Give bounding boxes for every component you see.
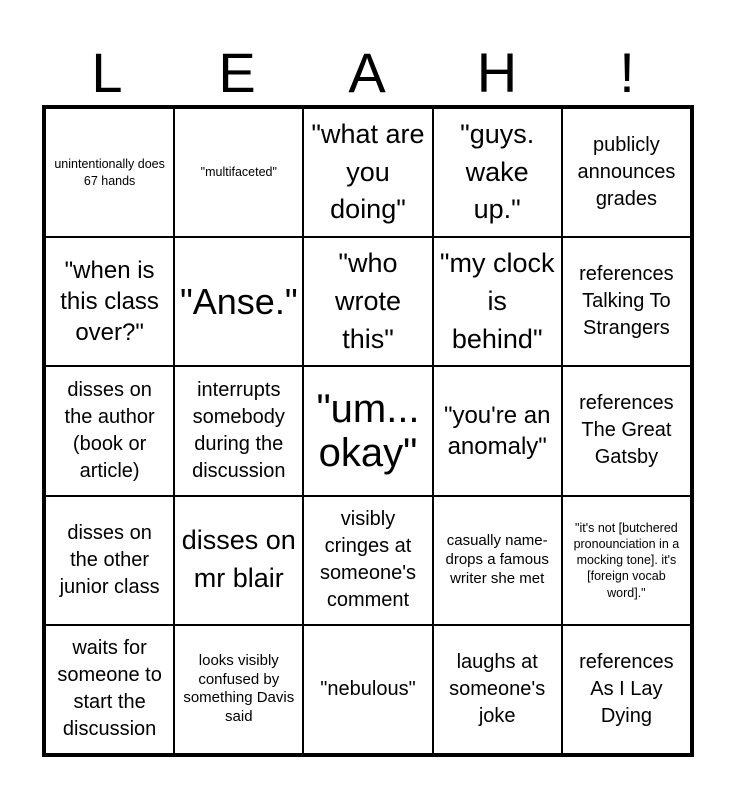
- bingo-cell[interactable]: [433, 108, 562, 237]
- bingo-cell[interactable]: [303, 108, 432, 237]
- bingo-cell[interactable]: [562, 108, 691, 237]
- cell-text: interrupts somebody during the discussion: [192, 378, 286, 482]
- bingo-cell[interactable]: [562, 237, 691, 366]
- cell-text: publicly announces grades: [577, 134, 676, 211]
- title-letter-l: L: [91, 41, 123, 104]
- bingo-cell[interactable]: [562, 496, 691, 625]
- bingo-cell[interactable]: [45, 625, 174, 754]
- cell-text: looks visibly confused by something Davis said: [183, 651, 295, 726]
- bingo-cell[interactable]: [174, 108, 303, 237]
- cell-text: casually name-drops a famous writer she met: [445, 532, 549, 587]
- bingo-cell[interactable]: [174, 625, 303, 754]
- bingo-cell[interactable]: [433, 496, 562, 625]
- cell-text: unintentionally does 67 hands: [54, 157, 165, 188]
- cell-text: "it's not [butchered pronounciation in a mocking tone]. it's [foreign vocab word].": [573, 520, 680, 600]
- bingo-grid: [42, 105, 694, 757]
- bingo-title: [42, 42, 694, 104]
- cell-text: disses on the author (book or article): [64, 378, 155, 482]
- bingo-cell[interactable]: [45, 237, 174, 366]
- cell-text: "multifaceted": [200, 165, 277, 180]
- bingo-cell[interactable]: [45, 366, 174, 495]
- cell-text: references The Great Gatsby: [579, 392, 674, 469]
- cell-text: "what are you doing": [311, 118, 425, 225]
- cell-text: disses on mr blair: [181, 525, 296, 594]
- cell-text: "um... okay": [316, 386, 420, 475]
- bingo-cell[interactable]: [303, 625, 432, 754]
- bingo-cell[interactable]: [303, 237, 432, 366]
- bingo-cell[interactable]: [174, 237, 303, 366]
- bingo-cell[interactable]: [303, 496, 432, 625]
- bingo-cell[interactable]: [433, 366, 562, 495]
- bingo-cell[interactable]: [303, 366, 432, 495]
- cell-text: laughs at someone's joke: [449, 650, 546, 727]
- cell-text: waits for someone to start the discussion: [57, 637, 162, 741]
- bingo-cell[interactable]: [174, 366, 303, 495]
- title-letter-h: H: [476, 41, 518, 104]
- bingo-cell[interactable]: [45, 496, 174, 625]
- cell-text: "you're an anomaly": [443, 401, 551, 460]
- cell-text: visibly cringes at someone's comment: [319, 508, 417, 612]
- cell-text: "guys. wake up.": [460, 118, 535, 225]
- bingo-cell[interactable]: [45, 108, 174, 237]
- cell-text: "when is this class over?": [60, 257, 159, 347]
- title-letter-e: E: [218, 41, 256, 104]
- bingo-cell[interactable]: [433, 237, 562, 366]
- bingo-cell[interactable]: [433, 625, 562, 754]
- cell-text: "who wrote this": [334, 248, 401, 354]
- cell-text: "nebulous": [320, 677, 416, 700]
- cell-text: disses on the other junior class: [59, 521, 160, 598]
- bingo-cell[interactable]: [562, 366, 691, 495]
- title-letter-a: A: [348, 41, 386, 104]
- cell-text: "Anse.": [179, 281, 298, 323]
- cell-text: references Talking To Strangers: [579, 263, 674, 340]
- bingo-cell[interactable]: [562, 625, 691, 754]
- title-letter-exclamation: !: [619, 41, 635, 104]
- cell-text: "my clock is behind": [439, 248, 555, 354]
- bingo-cell[interactable]: [174, 496, 303, 625]
- cell-text: references As I Lay Dying: [579, 650, 674, 727]
